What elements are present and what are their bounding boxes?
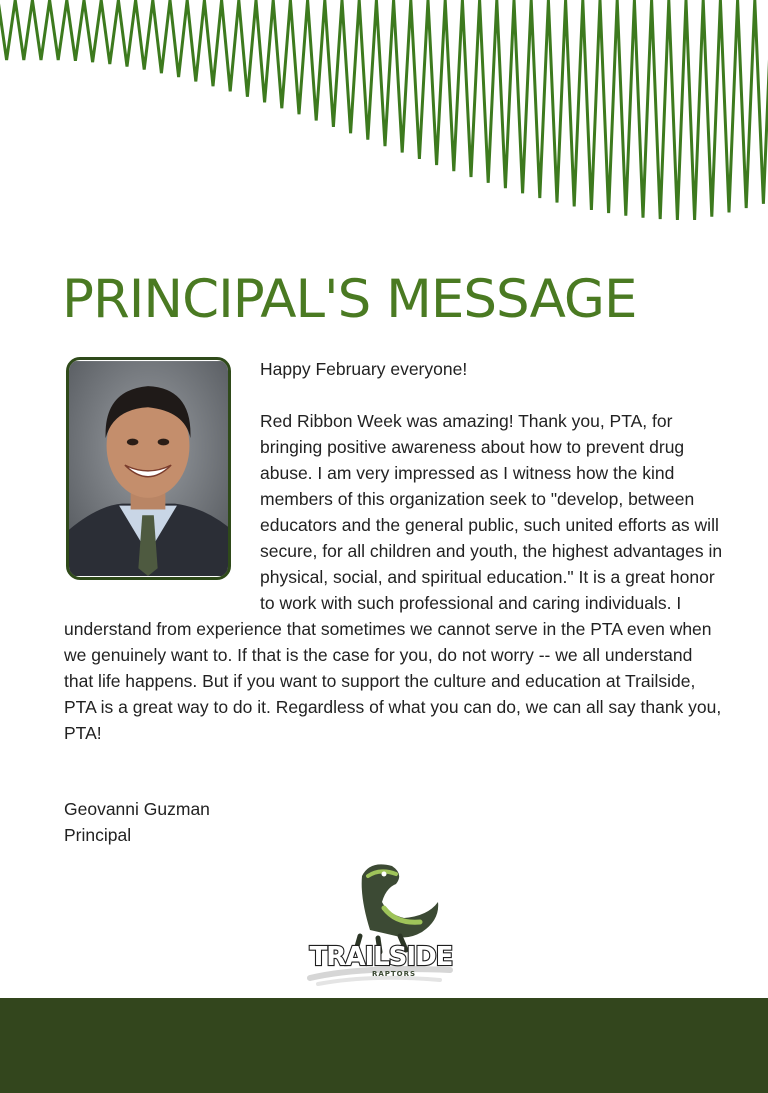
logo-subtext: RAPTORS — [371, 970, 417, 978]
logo-wordmark: TRAILSIDE — [309, 942, 453, 972]
message-paragraph: Red Ribbon Week was amazing! Thank you, PTA, for bringing positive awareness about how to prevent drug abuse. I am very impressed as I witness how the kind members of this organization seek to "develop, between educators and the general public, such united efforts as will secure, for all children and youth, the highest advantages in physical, social, and spiritual education." It is a great honor to work with such professional and caring individuals. I understand from experience that sometimes we cannot serve in the PTA even when we genuinely want to. If that is the case for you, do not worry -- we all understand that life happens. But if you want to support the culture and education at Trailside, PTA is a great way to do it. Regardless of what you can do, we can all say thank you, PTA! — [64, 411, 723, 743]
page-title: PRINCIPAL'S MESSAGE — [62, 269, 637, 330]
decorative-fringe — [0, 0, 768, 235]
raptor-mascot-icon — [300, 858, 462, 990]
signature-role: Principal — [64, 825, 132, 845]
greeting-text: Happy February everyone! — [260, 359, 468, 379]
signature-name: Geovanni Guzman — [64, 799, 210, 819]
signature-block — [64, 796, 210, 848]
message-body — [64, 356, 724, 772]
fringe-line — [0, 0, 768, 220]
footer-band — [0, 998, 768, 1093]
